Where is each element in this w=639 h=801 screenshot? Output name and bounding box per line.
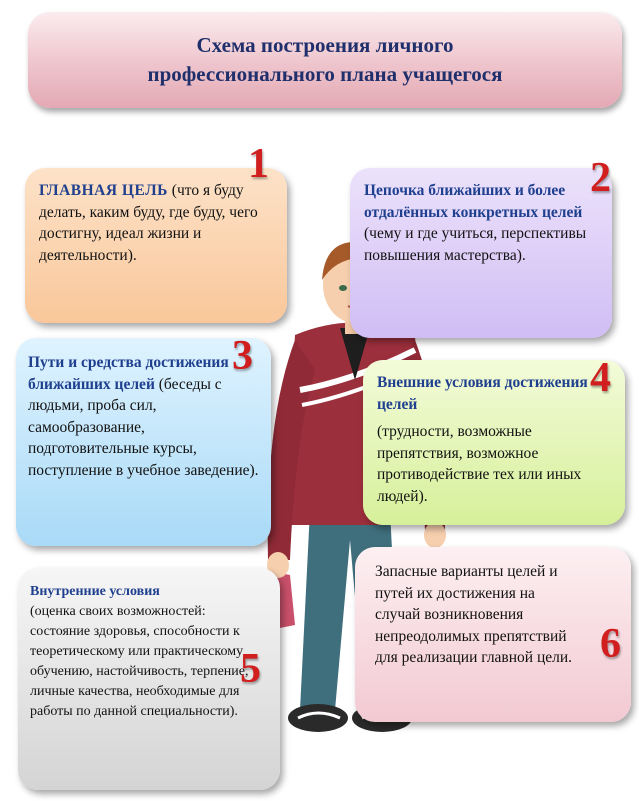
box-6-number: 6	[600, 621, 621, 667]
box-5-text: (оценка своих возможностей: состояние здоровья, способности к теоретическому или практическому обучению, настойчивость, терпение, личные качества, необходимые для работы по данной специальности).	[30, 604, 249, 719]
box-5-heading: Внутренние условия	[30, 584, 160, 599]
box-backup-options	[355, 547, 631, 722]
box-4-number: 4	[590, 355, 611, 401]
box-2-text: (чему и где учиться, перспективы повышения мастерства).	[364, 225, 587, 264]
title-banner	[28, 12, 622, 108]
box-main-goal	[25, 168, 287, 323]
box-external-conditions	[363, 360, 625, 525]
box-1-text: (что я буду делать, каким буду, где буду, чего достигну, идеал жизни и деятельности).	[39, 182, 258, 264]
box-3-heading: Пути и средства достижения ближайших целей	[28, 354, 229, 393]
title-line-2: профессионального плана учащегося	[147, 62, 503, 86]
box-5-number: 5	[240, 646, 261, 692]
box-4-text: (трудности, возможные препятствия, возможное противодействие тех или иных людей).	[377, 423, 582, 505]
box-3-text: (беседы с людьми, проба сил, самообразование, подготовительные курсы, поступление в учебное заведение).	[28, 375, 259, 479]
box-3-number: 3	[232, 333, 253, 379]
box-6-text: Запасные варианты целей и путей их достижения на случай возникновения непреодолимых препятствий для реализации главной цели.	[375, 563, 573, 666]
box-4-heading: Внешние условия достижения целей	[377, 374, 588, 413]
box-2-heading: Цепочка ближайших и более отдалённых конкретных целей	[364, 182, 583, 221]
box-1-number: 1	[248, 141, 269, 187]
title-line-1: Схема построения личного	[196, 33, 454, 57]
box-2-number: 2	[590, 155, 611, 201]
box-1-heading: ГЛАВНАЯ ЦЕЛЬ	[39, 182, 168, 199]
box-goal-chain	[350, 168, 612, 338]
